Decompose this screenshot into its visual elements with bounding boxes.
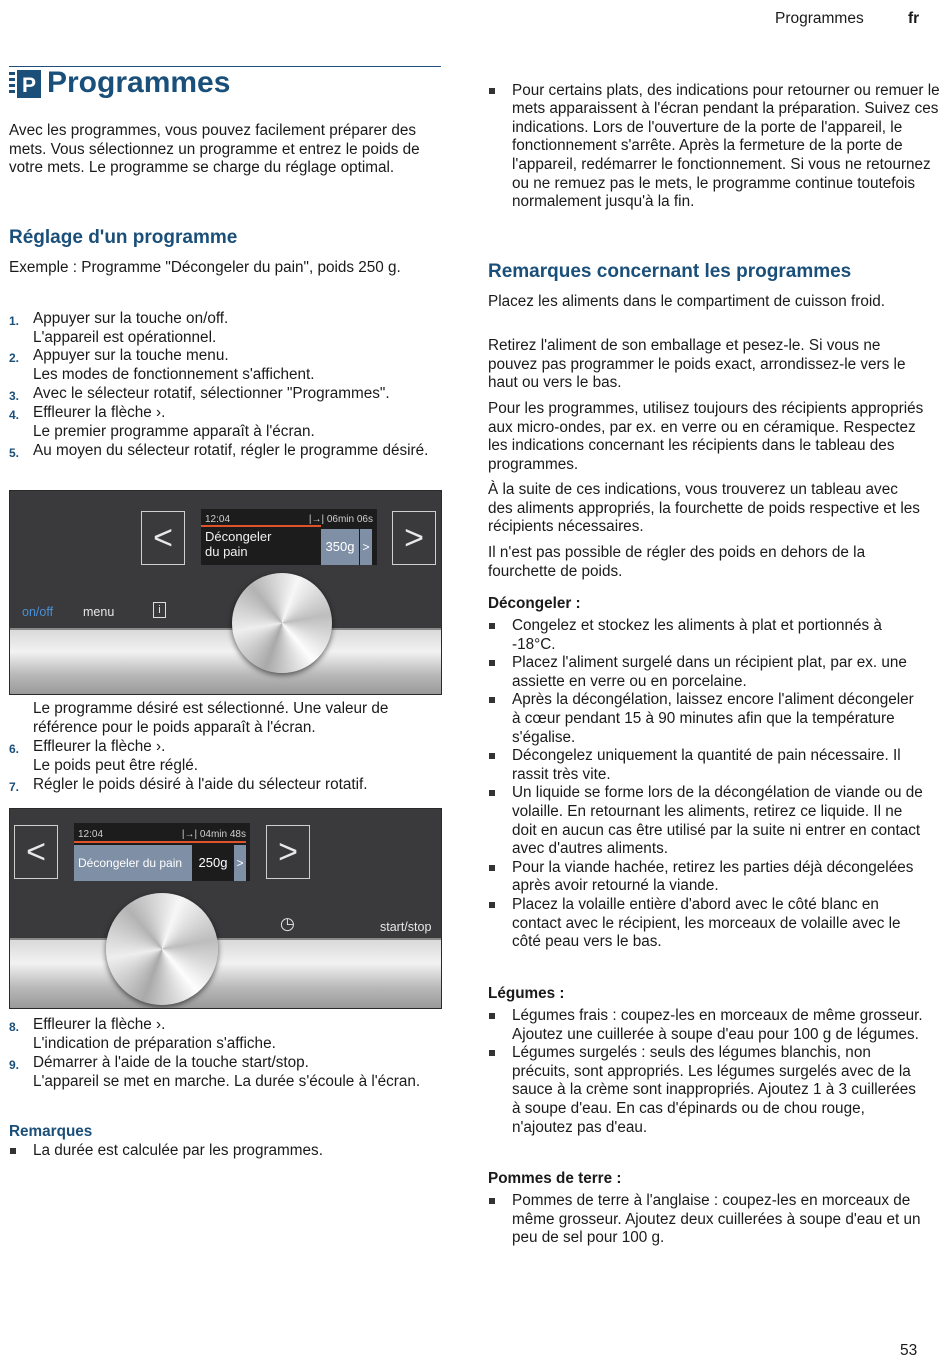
step-text: Avec le sélecteur rotatif, sélectionner "Programmes".	[33, 385, 390, 402]
button-divider	[10, 938, 441, 940]
notes-paragraph-2: Retirez l'aliment de son emballage et pesez-le. Si vous ne pouvez pas programmer le poids exact, arrondissez-le vers le haut ou vers le bas.	[488, 337, 906, 392]
step-number: 5.	[9, 446, 20, 460]
metal-strip	[10, 939, 441, 1008]
notes-paragraph-1: Placez les aliments dans le compartiment de cuisson froid.	[488, 293, 886, 310]
intro-bullet	[488, 82, 948, 212]
step-7	[9, 776, 441, 795]
step-text: Démarrer à l'aide de la touche start/stop.	[33, 1054, 309, 1071]
page-title: Programmes	[47, 66, 231, 99]
step-6	[9, 738, 441, 775]
metal-strip	[10, 629, 441, 694]
step-result: L'appareil est opérationnel.	[33, 328, 217, 346]
step-9	[9, 1054, 441, 1091]
defrost-item	[488, 784, 924, 858]
step-number: 6.	[9, 742, 20, 756]
step-text: Au moyen du sélecteur rotatif, régler le programme désiré.	[33, 442, 429, 459]
remarks-item-text: La durée est calculée par les programmes.	[33, 1142, 323, 1159]
step-1	[9, 310, 441, 347]
step-text: Effleurer la flèche ›.	[33, 404, 166, 421]
notes-heading: Remarques concernant les programmes	[488, 261, 852, 282]
vegetables-list	[488, 1007, 924, 1137]
weight-arrow-icon[interactable]: >	[360, 529, 372, 565]
display-screen	[201, 509, 377, 565]
step-4	[9, 404, 441, 441]
progress-bar	[201, 525, 321, 527]
defrost-item-text: Après la décongélation, laissez encore l'aliment décongeler à cœur pendant 15 à 90 minutes afin que la température s'égalise.	[512, 691, 914, 746]
defrost-list	[488, 617, 924, 952]
step-number: 7.	[9, 780, 20, 794]
arrow-right-button[interactable]: >	[392, 511, 436, 565]
step-result: Le premier programme apparaît à l'écran.	[33, 422, 315, 440]
intro-paragraph: Avec les programmes, vous pouvez facilement préparer des mets. Vous sélectionnez un programme et entrez le poids de votre mets. Le programme se charge du réglage optimal.	[9, 122, 420, 177]
defrost-item-text: Placez la volaille entière d'abord avec le côté blanc en contact avec le récipient, les morceaux de volaille avec le côté peau vers le bas.	[512, 895, 901, 951]
button-divider	[10, 628, 441, 630]
setting-heading: Réglage d'un programme	[9, 227, 238, 248]
vegetables-item-text: Légumes surgelés : seuls des légumes blanchis, non précuits, sont appropriés. Les légumes surgelés avec de la sauce à la crème sont inappropriés. Ajoutez 1 à 3 cuillerées à soupe d'eau. En cas d'épinards ou de chou rouge, n'ajoutez pas d'eau.	[512, 1044, 916, 1136]
defrost-item	[488, 859, 924, 896]
step-8	[9, 1016, 441, 1053]
arrow-right-button[interactable]: >	[266, 825, 310, 879]
step-result: Les modes de fonctionnement s'affichent.	[33, 365, 315, 383]
weight-arrow-icon[interactable]: >	[234, 845, 246, 881]
clock-icon[interactable]: ◷	[280, 914, 295, 933]
intro-bullet-text: Pour certains plats, des indications pour retourner ou remuer le mets apparaissent à l'écran pendant la préparation. Suivez ces indications. Lors de l'ouverture de la porte de l'appareil, le fonctionnement s'arrête. Après la fermeture de la porte de l'appareil, redémarrer le fonctionnement. Si vous ne retournez ou ne remuez pas le mets, le programme continue toutefois normalement jusqu'à la fin.	[512, 81, 940, 211]
step-result: L'indication de préparation s'affiche.	[33, 1034, 276, 1052]
step-result: L'appareil se met en marche. La durée s'écoule à l'écran.	[33, 1072, 421, 1090]
menu-button[interactable]: menu	[83, 605, 115, 619]
step-text: Appuyer sur la touche menu.	[33, 347, 229, 364]
running-header-language: fr	[908, 10, 920, 27]
display-duration: |→| 06min 06s	[308, 514, 373, 525]
step-text: Effleurer la flèche ›.	[33, 738, 166, 755]
step-number: 1.	[9, 314, 20, 328]
defrost-item	[488, 617, 924, 654]
weight-value[interactable]: 250g	[198, 855, 228, 870]
defrost-item	[488, 691, 924, 747]
step-number: 3.	[9, 389, 20, 403]
running-header-section: Programmes	[775, 10, 864, 27]
progress-bar	[74, 841, 246, 843]
defrost-item	[488, 747, 924, 784]
potatoes-heading: Pommes de terre :	[488, 1170, 622, 1187]
rotary-selector-knob[interactable]	[106, 893, 218, 1005]
vegetables-item	[488, 1044, 924, 1137]
potatoes-item-text: Pommes de terre à l'anglaise : coupez-les en morceaux de même grosseur. Ajoutez deux cuillerées à soupe d'eau et un peu de sel pour 100 g.	[512, 1192, 921, 1247]
potatoes-list	[488, 1192, 924, 1248]
remarks-item	[9, 1142, 465, 1161]
svg-text:P: P	[21, 74, 37, 97]
potatoes-item	[488, 1192, 924, 1248]
step-3	[9, 385, 441, 404]
programmes-icon	[9, 70, 41, 98]
defrost-item	[488, 654, 924, 691]
step-number: 9.	[9, 1058, 20, 1072]
arrow-left-button[interactable]: <	[14, 825, 58, 879]
step-result: Le poids peut être réglé.	[33, 756, 198, 774]
vegetables-item	[488, 1007, 924, 1044]
display-program-line2: du pain	[205, 544, 248, 559]
vegetables-item-text: Légumes frais : coupez-les en morceaux de même grosseur. Ajoutez une cuillerée à soupe d'eau pour 100 g de légumes.	[512, 1007, 923, 1043]
display-program: Décongeler du pain	[74, 845, 192, 881]
display-time: 12:04	[78, 829, 104, 840]
display-time: 12:04	[205, 514, 231, 525]
setting-example: Exemple : Programme "Décongeler du pain", poids 250 g.	[9, 259, 401, 276]
defrost-item-text: Pour la viande hachée, retirez les parties déjà décongelées après avoir retourné la viande.	[512, 858, 914, 895]
step-2	[9, 347, 441, 384]
notes-paragraph-5: Il n'est pas possible de régler des poids en dehors de la fourchette de poids.	[488, 544, 866, 580]
step-text: Régler le poids désiré à l'aide du sélecteur rotatif.	[33, 776, 368, 793]
defrost-item-text: Placez l'aliment surgelé dans un récipient plat, par ex. une assiette en verre ou en porcelaine.	[512, 654, 907, 690]
defrost-item-text: Congelez et stockez les aliments à plat et portionnés à -18°C.	[512, 617, 882, 653]
remarks-heading: Remarques	[9, 1123, 93, 1140]
notes-paragraph-4: À la suite de ces indications, vous trouverez un tableau avec des aliments appropriés, la fourchette de poids respective et les récipients nécessaires.	[488, 481, 920, 536]
info-icon[interactable]: i	[153, 602, 166, 618]
control-panel-2	[9, 808, 442, 1009]
step-number: 2.	[9, 351, 20, 365]
step-number: 4.	[9, 408, 20, 422]
control-panel-1	[9, 490, 442, 695]
step-result: Le programme désiré est sélectionné. Une valeur de référence pour le poids apparaît à l'écran.	[33, 700, 389, 736]
defrost-heading: Décongeler :	[488, 595, 581, 612]
step-number: 8.	[9, 1020, 20, 1034]
page-number: 53	[900, 1342, 918, 1359]
step-5	[9, 442, 441, 461]
display-screen	[74, 823, 250, 881]
defrost-item-text: Décongelez uniquement la quantité de pain nécessaire. Il rassit très vite.	[512, 747, 901, 783]
step-5-result	[9, 700, 441, 737]
weight-value[interactable]: 350g	[321, 529, 359, 565]
defrost-item-text: Un liquide se forme lors de la décongélation de viande ou de volaille. En retournant les aliments, retirez ce liquide. Il ne doit en aucun cas être utilisé par la suite ni entrer en contact avec d'autres aliments.	[512, 784, 923, 858]
notes-paragraph-3: Pour les programmes, utilisez toujours des récipients appropriés aux micro-ondes, par ex. en verre ou en céramique. Respectez les indications concernant les récipients dans le tableau des programmes.	[488, 400, 924, 473]
onoff-button[interactable]: on/off	[22, 605, 54, 619]
display-program-line1: Décongeler	[205, 529, 272, 544]
vegetables-heading: Légumes :	[488, 985, 565, 1002]
display-duration: |→| 04min 48s	[181, 829, 246, 840]
rotary-selector-knob[interactable]	[232, 573, 332, 673]
defrost-item	[488, 896, 924, 952]
arrow-left-button[interactable]: <	[141, 511, 185, 565]
start-stop-button[interactable]: start/stop	[380, 920, 432, 934]
step-text: Effleurer la flèche ›.	[33, 1016, 166, 1033]
step-text: Appuyer sur la touche on/off.	[33, 310, 229, 327]
